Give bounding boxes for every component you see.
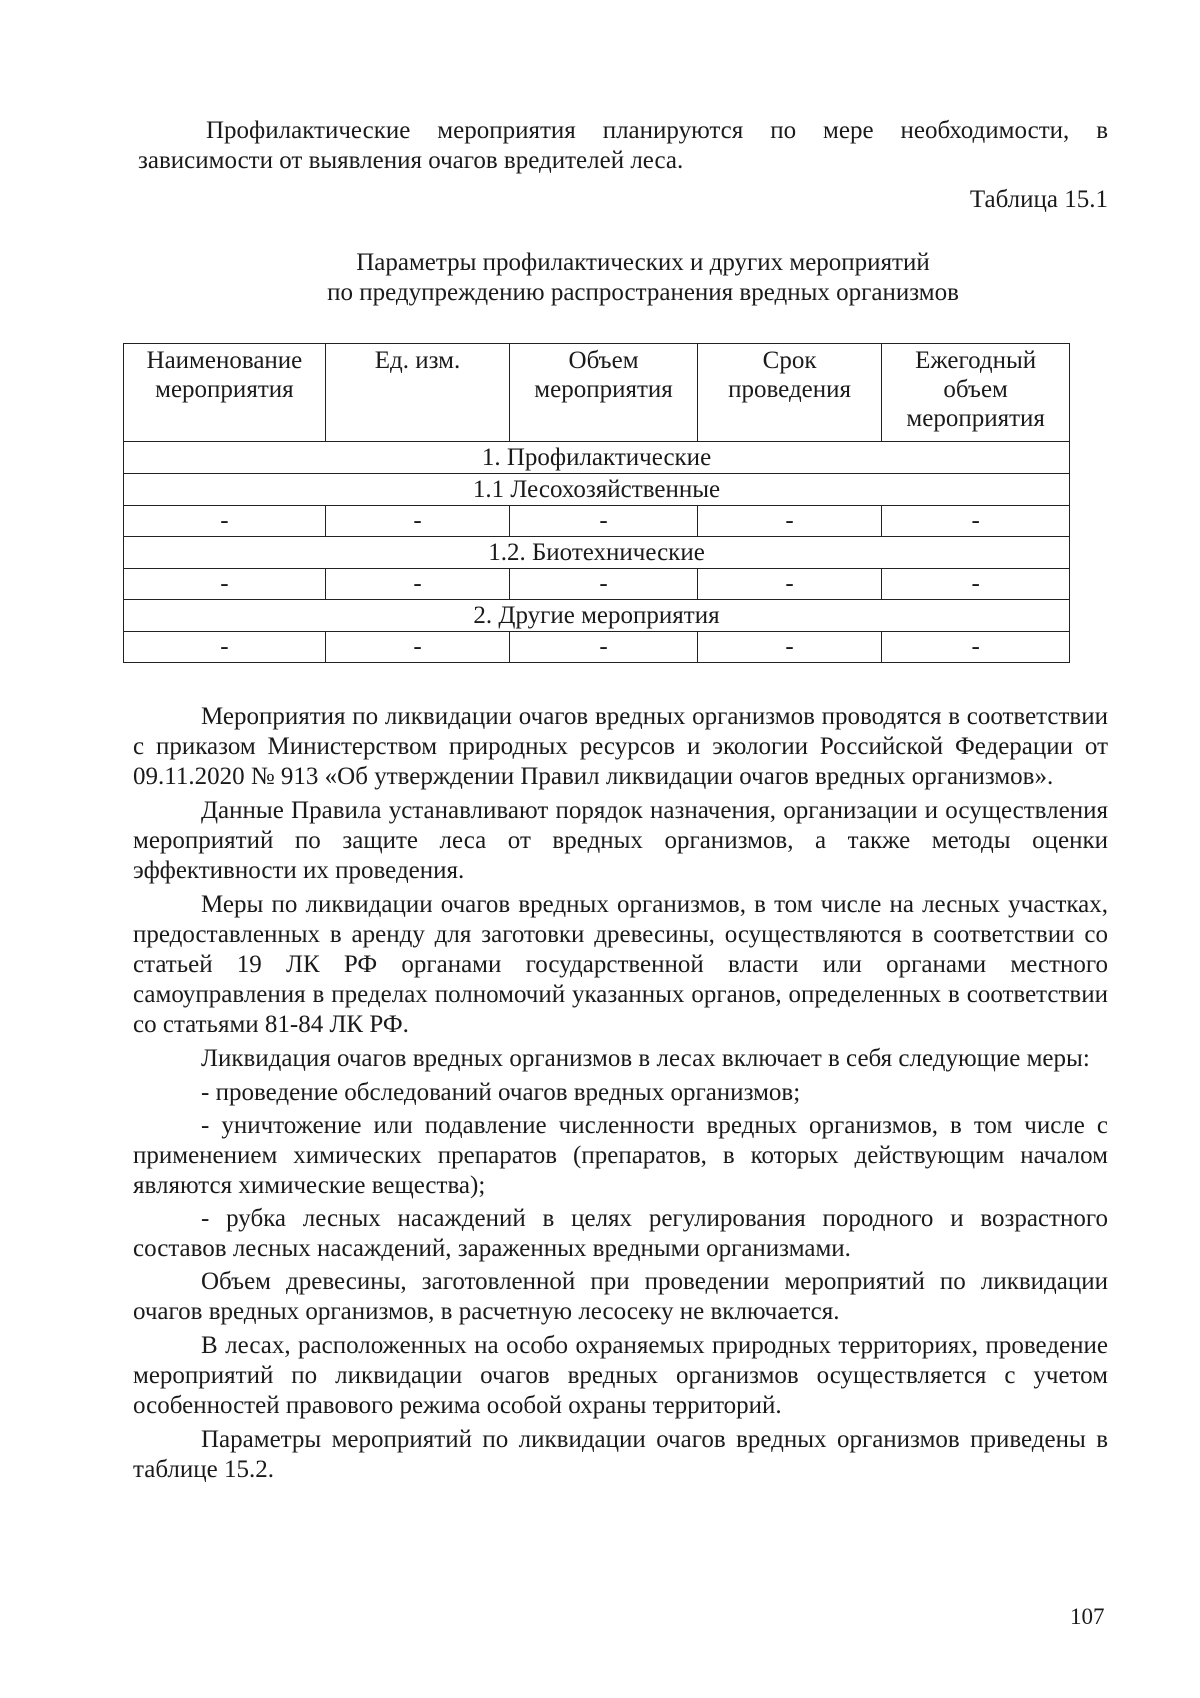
table-cell: - (882, 506, 1070, 537)
header-line: Объем (568, 347, 639, 374)
header-line: Ед. изм. (374, 347, 461, 374)
header-line: объем (943, 376, 1008, 403)
table-section-row (124, 474, 1070, 506)
table-cell: - (510, 632, 698, 663)
header-line: мероприятия (534, 376, 673, 403)
table-title (138, 248, 1148, 308)
paragraph: Данные Правила устанавливают порядок назначения, организации и осуществления мероприятий по защите леса от вредных организмов, а также методы оценки эффективности их проведения. (133, 797, 1108, 884)
table-cell: - (882, 632, 1070, 663)
table-cell: - (697, 632, 881, 663)
paragraph: Параметры мероприятий по ликвидации очагов вредных организмов приведены в таблице 15.2. (133, 1426, 1108, 1483)
intro-paragraph: Профилактические мероприятия планируются по мере необходимости, в зависимости от выявления очагов вредителей леса. (138, 117, 1108, 174)
section-title: 1.1 Лесохозяйственные (124, 474, 1070, 506)
header-annual-volume (882, 344, 1070, 442)
table-title-line: по предупреждению распространения вредных организмов (327, 279, 959, 306)
list-item: - проведение обследований очагов вредных организмов; (201, 1079, 801, 1106)
page-number: 107 (1070, 1604, 1105, 1629)
table-cell: - (510, 506, 698, 537)
table-label: Таблица 15.1 (969, 186, 1108, 213)
table-cell: - (124, 506, 326, 537)
table-section-row (124, 537, 1070, 569)
list-item: - рубка лесных насаждений в целях регулирования породного и возрастного составов лесных насаждений, зараженных вредными организмами. (133, 1205, 1108, 1262)
table-row (124, 569, 1070, 600)
header-volume (510, 344, 698, 442)
table-cell: - (510, 569, 698, 600)
table-section-row (124, 600, 1070, 632)
table-cell: - (697, 506, 881, 537)
paragraph: Мероприятия по ликвидации очагов вредных организмов проводятся в соответствии с приказом Министерством природных ресурсов и экологии Российской Федерации от 09.11.2020 № 913 «Об утверждении Правил ликвидации очагов вредных организмов». (133, 703, 1108, 790)
header-term (697, 344, 881, 442)
section-title: 2. Другие мероприятия (124, 600, 1070, 632)
measures-table (123, 343, 1070, 663)
header-line: Ежегодный (915, 347, 1037, 374)
paragraph: Меры по ликвидации очагов вредных организмов, в том числе на лесных участках, предоставленных в аренду для заготовки древесины, осуществляются в соответствии со статьей 19 ЛК РФ органами государственной власти или органами местного самоуправления в пределах полномочий указанных органов, определенных в соответствии со статьями 81-84 ЛК РФ. (133, 891, 1108, 1038)
table-cell: - (325, 506, 509, 537)
table-section-row (124, 442, 1070, 474)
section-title: 1.2. Биотехнические (124, 537, 1070, 569)
header-line: проведения (728, 376, 852, 403)
header-line: Наименование (146, 347, 303, 374)
header-line: мероприятия (906, 405, 1045, 432)
table-row (124, 632, 1070, 663)
paragraph: Объем древесины, заготовленной при проведении мероприятий по ликвидации очагов вредных организмов, в расчетную лесосеку не включается. (133, 1268, 1108, 1325)
paragraph: В лесах, расположенных на особо охраняемых природных территориях, проведение мероприятий по ликвидации очагов вредных организмов осуществляется с учетом особенностей правового режима особой охраны территорий. (133, 1332, 1108, 1419)
header-name (124, 344, 326, 442)
table-header-row (124, 344, 1070, 442)
list-item: - уничтожение или подавление численности вредных организмов, в том числе с применением химических препаратов (препаратов, в которых действующим началом являются химические вещества); (133, 1112, 1108, 1199)
table-cell: - (124, 569, 326, 600)
table-row (124, 506, 1070, 537)
header-unit (325, 344, 509, 442)
paragraph: Ликвидация очагов вредных организмов в лесах включает в себя следующие меры: (201, 1045, 1090, 1072)
table-cell: - (325, 569, 509, 600)
body-text (133, 702, 1108, 1489)
table-title-line: Параметры профилактических и других мероприятий (356, 249, 930, 276)
table-cell: - (124, 632, 326, 663)
table-cell: - (882, 569, 1070, 600)
header-line: мероприятия (155, 376, 294, 403)
table-cell: - (697, 569, 881, 600)
table-cell: - (325, 632, 509, 663)
header-line: Срок (762, 347, 817, 374)
section-title: 1. Профилактические (124, 442, 1070, 474)
